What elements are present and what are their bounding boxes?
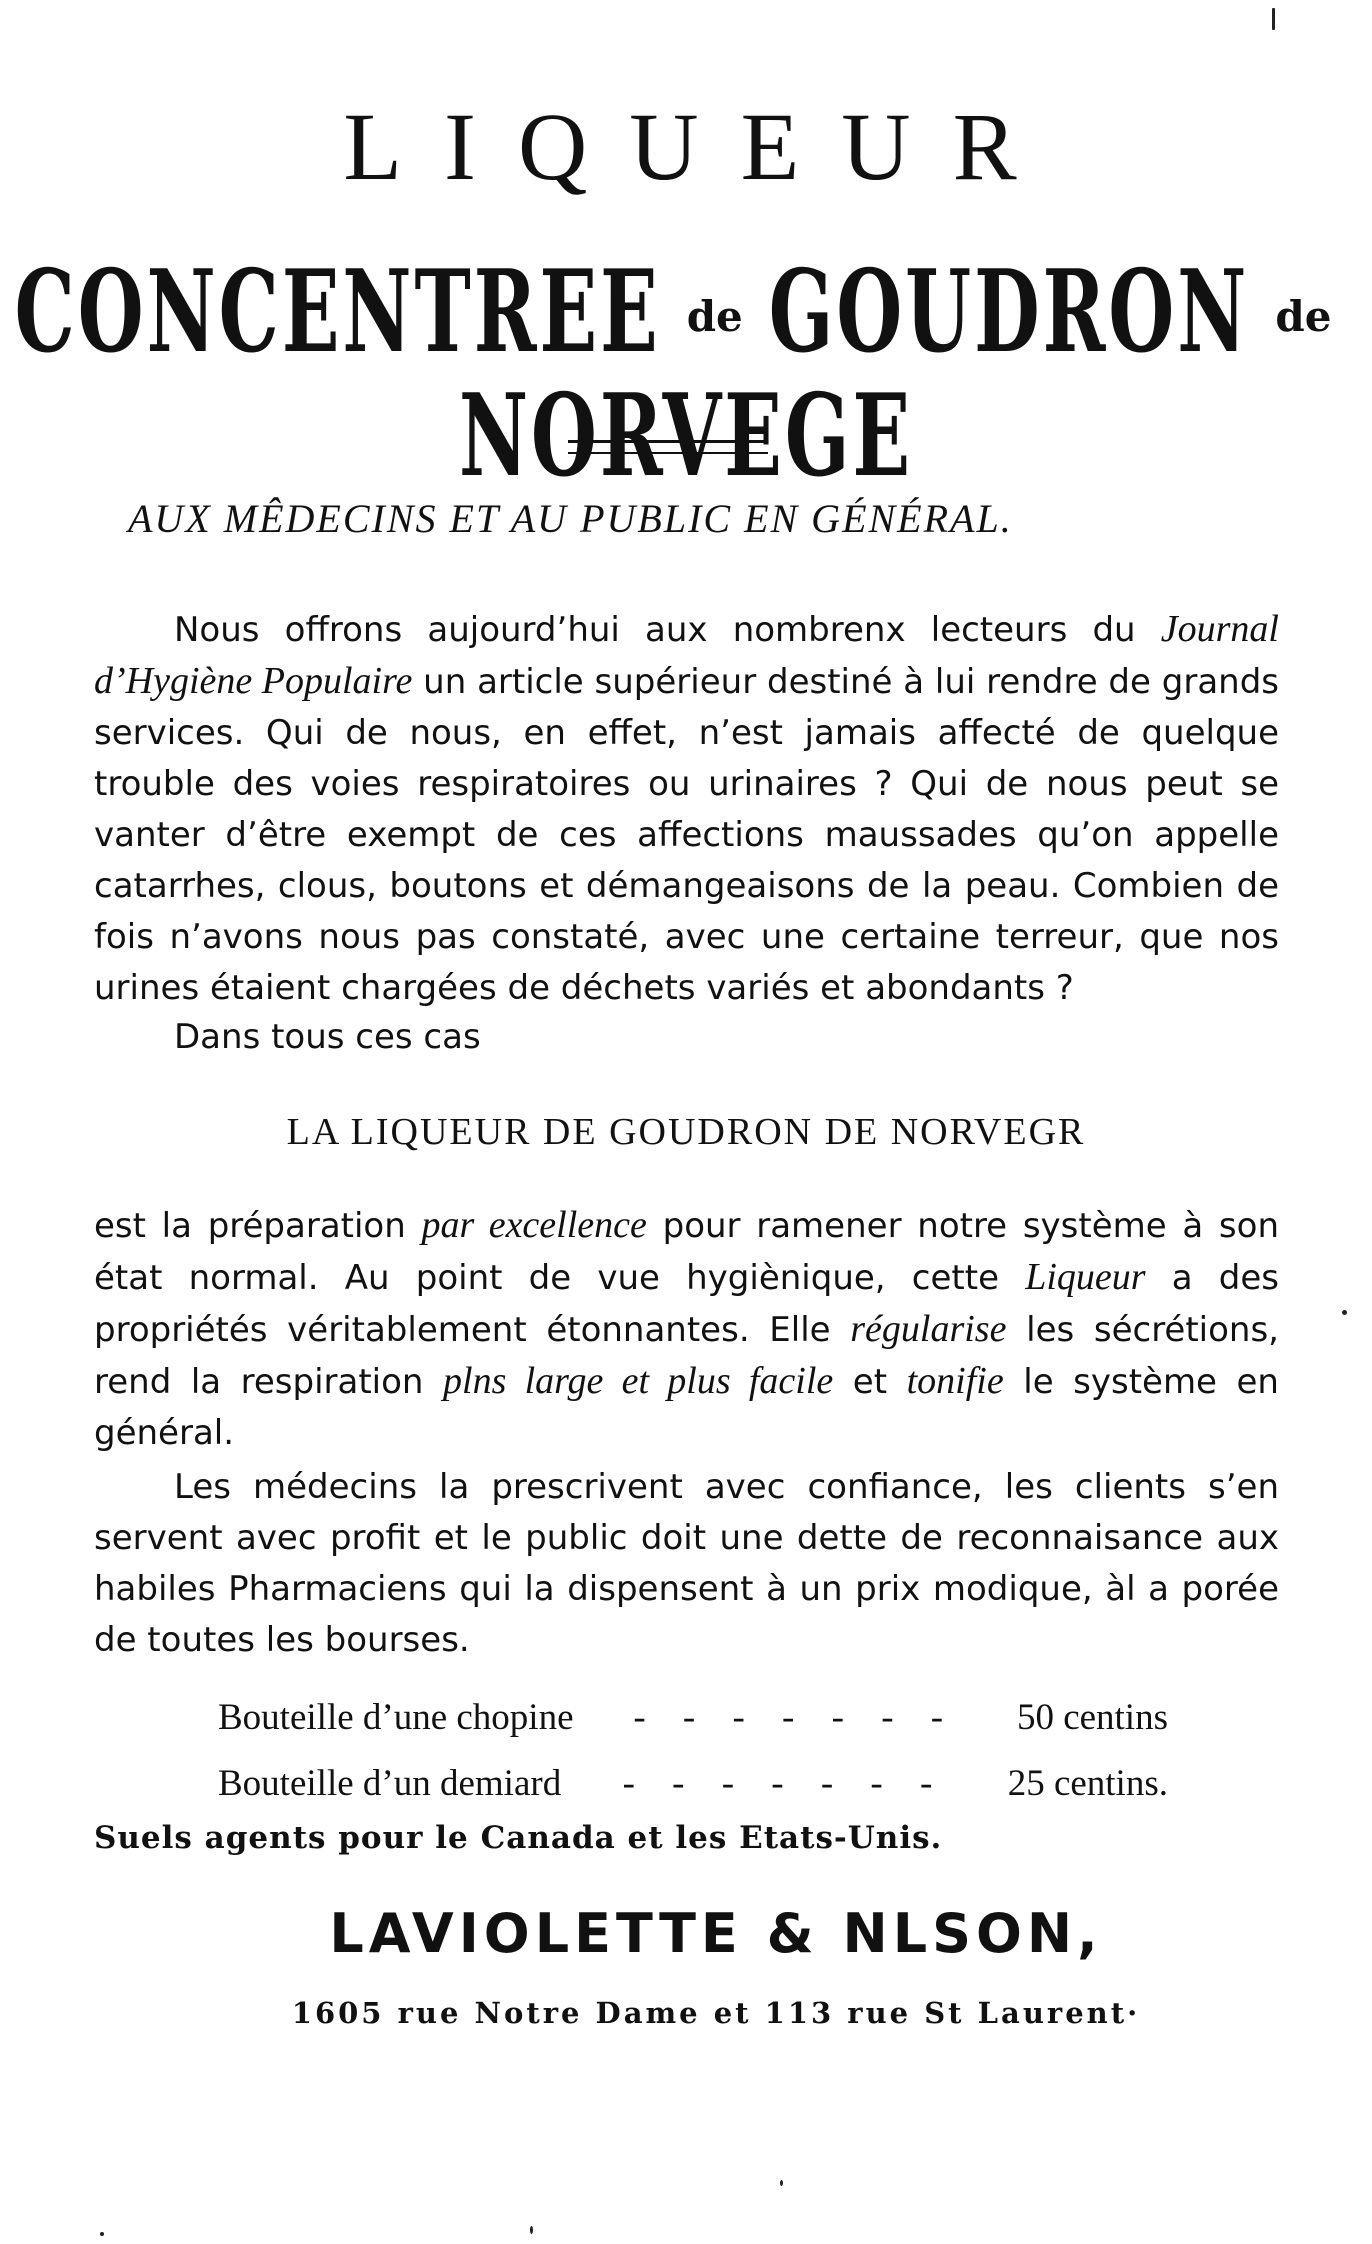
print-speck (780, 2180, 783, 2186)
text-run: pour ramener notre système à son état normal. Au point de vue hygiènique, cette (94, 1206, 1279, 1298)
price-value: 50 centins (1016, 1697, 1168, 1738)
paragraph-properties (94, 1200, 1279, 1459)
subtitle-connector: de (1275, 292, 1332, 341)
italic-journal-name: Journal d’Hygiène Populaire (94, 608, 1279, 702)
subtitle-word-norvege: NORVEGE (458, 368, 914, 503)
text-run: Nous offrons aujourd’hui aux nombrenx lecteurs du (174, 610, 1161, 650)
page-title: LIQUEUR (343, 93, 1059, 200)
price-row (218, 1696, 1168, 1739)
divider-rule (568, 452, 768, 454)
paragraph-text (94, 604, 1279, 1014)
text-run: est la préparation (94, 1206, 422, 1246)
subtitle-word-concentree: CONCENTREE (14, 244, 661, 379)
divider-rule (568, 440, 768, 443)
paragraph-doctors (94, 1462, 1279, 1666)
italic-text: régularise (850, 1308, 1007, 1350)
address-heading: AUX MÊDECINS ET AU PUBLIC EN GÉNÉRAL. (128, 496, 1013, 541)
subtitle-word-goudron: GOUDRON (768, 244, 1250, 379)
subtitle (0, 244, 1372, 510)
price-item: Bouteille d’une chopine (218, 1697, 574, 1738)
street-address: 1605 rue Notre Dame et 113 rue St Laurent· (291, 1996, 1141, 2030)
price-value: 25 centins. (1007, 1763, 1168, 1804)
print-speck (530, 2226, 533, 2234)
company-name: LAVIOLETTE & NLSON, (329, 1902, 1103, 1965)
paragraph-text (94, 1200, 1279, 1459)
paragraph-text: Les médecins la prescrivent avec confiance, les clients s’en servent avec profit et le public doit une dette de reconnaisance aux habiles Pharmaciens qui la dispensent à un prix modique, àl a porée de toutes les bourses. (94, 1467, 1279, 1660)
text-run: les sécrétions, rend la respiration (94, 1310, 1279, 1402)
italic-text: tonifie (906, 1360, 1004, 1402)
text-run: un article supérieur destiné à lui rendre de grands services. Qui de nous, en effet, n’est jamais affecté de quelque trouble des voies respiratoires ou urinaires ? Qui de nous peut se vanter d’être exempt de ces affections maussades qu’on appelle catarrhes, clous, boutons et démangeaisons de la peau. Combien de fois n’avons nous pas constaté, avec une certaine terreur, que nos urines étaient chargées de déchets variés et abondants ? (94, 662, 1279, 1008)
subtitle-connector: de (686, 292, 743, 341)
price-leader: - - - - - - - (622, 1763, 947, 1804)
agents-line: Suels agents pour le Canada et les Etats-Unis. (94, 1820, 943, 1856)
italic-text: par excellence (421, 1204, 647, 1246)
print-speck (100, 2232, 104, 2236)
italic-text: plns large et plus facile (443, 1360, 834, 1402)
price-leader: - - - - - - - (633, 1697, 958, 1738)
text-run: a des propriétés véritablement étonnantes. Elle (94, 1258, 1279, 1350)
paragraph-dans (94, 1012, 1279, 1063)
paragraph-intro (94, 604, 1279, 1014)
text-run: le système en général. (94, 1362, 1279, 1453)
price-row (218, 1762, 1168, 1805)
italic-text: Liqueur (1025, 1256, 1146, 1298)
dans-text: Dans tous ces cas (174, 1017, 481, 1057)
print-speck (1342, 1310, 1347, 1315)
product-heading: LA LIQUEUR DE GOUDRON DE NORVEGR (286, 1111, 1086, 1153)
text-run: et (833, 1362, 907, 1402)
print-speck (1272, 8, 1275, 30)
price-item: Bouteille d’un demiard (218, 1763, 562, 1804)
